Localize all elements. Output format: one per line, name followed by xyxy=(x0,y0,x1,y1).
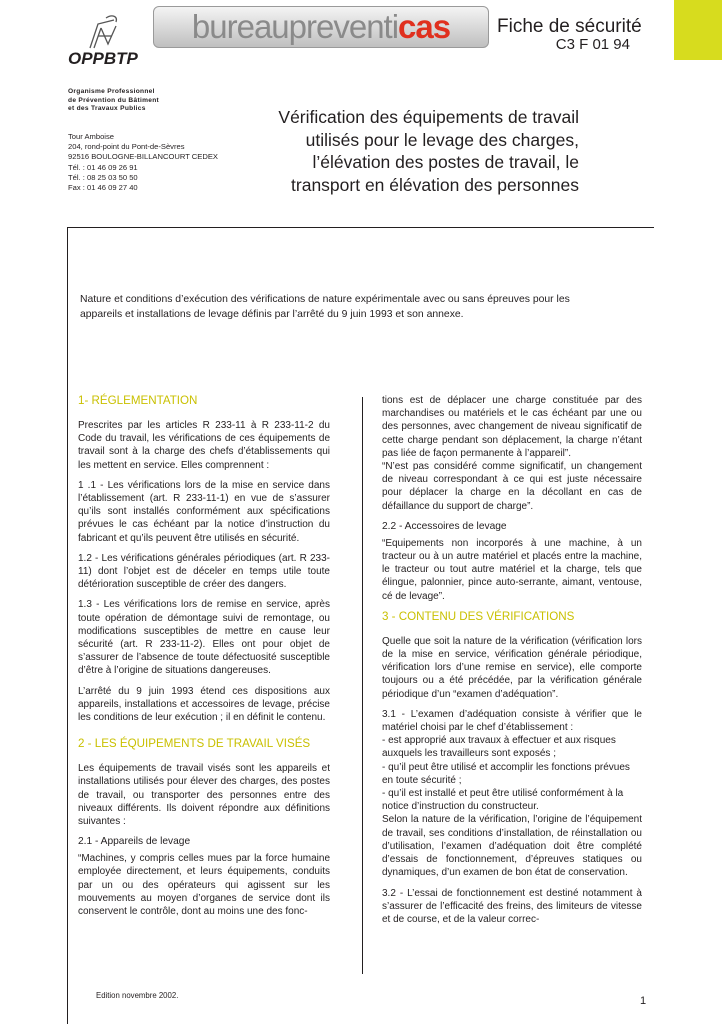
paragraph: “Machines, y compris celles mues par la force humaine employée directement, et leurs équipements, conduits par un ou des opérateurs qui agissent sur les mouvements au moyen d’organes de service dont ils conservent le contrôle, dont au moins une des fonc- xyxy=(78,853,330,918)
paragraph: 3.2 - L’essai de fonctionnement est destiné notamment à s’assurer de l’efficacité des freins, des limiteurs de vitesse et de course, et de la valeur correc- xyxy=(382,887,642,925)
left-column xyxy=(78,394,330,925)
address-line: Tour Amboise xyxy=(68,132,115,141)
column-divider xyxy=(362,397,363,974)
edition-date: Edition novembre 2002. xyxy=(96,991,179,1000)
frame-top-rule xyxy=(68,227,654,228)
organisation-name xyxy=(68,88,208,114)
paragraph: 3.1 - L’examen d’adéquation consiste à vérifier que le matériel choisi par le chef d’établissement : xyxy=(382,708,642,734)
title-line: l’élévation des postes de travail, le xyxy=(312,152,579,172)
oppbtp-logo xyxy=(68,14,176,80)
paragraph: 1.3 - Les vérifications lors de remise en service, après toute opération de démontage suivi de remontage, ou modifications susceptibles de mettre en cause leur sécurité (art. R 233-11-2). Elles ont pour objet de s’assurer de l’absence de toute défectuosité susceptible d’être à l’origine de situations dangereuses. xyxy=(78,599,330,677)
bureaupreventicas-banner xyxy=(153,6,489,48)
section-heading-contenu: 3 - CONTENU DES VÉRIFICATIONS xyxy=(382,609,575,623)
subsection-heading-appareils: 2.1 - Appareils de levage xyxy=(78,836,191,848)
paragraph: Les équipements de travail visés sont les appareils et installations utilisés pour élever des charges, des postes de travail, ou transporter des personnes entre des niveaux différents. Ils doivent répondre aux définitions suivantes : xyxy=(78,763,330,828)
section-heading-reglementation: 1- RÉGLEMENTATION xyxy=(78,394,198,407)
title-line: transport en élévation des personnes xyxy=(291,174,579,195)
fiche-title: Fiche de sécurité xyxy=(497,16,642,37)
logo-text: OPPBTP xyxy=(68,49,138,68)
title-line: utilisés pour le levage des charges, xyxy=(305,129,579,150)
paragraph: Selon la nature de la vérification, l’origine de l’équipement de travail, ses conditions d’installation, de réinstallation ou d’utilisation, l’examen d’adéquation doit être complété d’essais de fonctionnement, d’épreuves statiques ou dynamiques, d’un examen de bon état de conservation. xyxy=(382,814,642,879)
paragraph: tions est de déplacer une charge constituée par des marchandises ou matériels et le cas échéant par une ou des personnes, avec changement de niveau significatif de cette charge pendant son déplacement, la charge n’étant pas liée de façon permanente à l’appareil”. xyxy=(382,395,642,459)
paragraph: L’arrêté du 9 juin 1993 étend ces dispositions aux appareils, installations et accessoires de levage, précise les conditions de leur exécution ; il en définit le contenu. xyxy=(78,685,330,724)
banner-text-part1: bureaupreventi xyxy=(191,8,399,45)
address-line: Tél. : 01 46 09 26 91 xyxy=(68,162,138,172)
paragraph: “N’est pas considéré comme significatif, un changement de niveau correspondant à ce qui est juste nécessaire pour déplacer la charge en la décollant en cas de défaillance du support de charge”. xyxy=(382,461,642,512)
title-line: Vérification des équipements de travail xyxy=(278,107,579,127)
address-line: 204, rond-point du Pont-de-Sèvres xyxy=(68,142,185,152)
paragraph: 1 .1 - Les vérifications lors de la mise en service dans l’établissement (art. R 233-11-1) en vue de s’assurer qu’ils sont installés conformément aux spécifications prévues le cas échéant par la notice d’instruction du fabricant et qu’ils peuvent être utilisés en sécurité. xyxy=(78,479,330,544)
document-title xyxy=(252,106,579,196)
org-line: de Prévention du Bâtiment xyxy=(68,96,160,104)
subsection-heading-accessoires: 2.2 - Accessoires de levage xyxy=(382,520,507,532)
address-block xyxy=(68,132,228,193)
address-line: 92516 BOULOGNE-BILLANCOURT CEDEX xyxy=(68,152,218,162)
list-item: - qu’il peut être utilisé et accomplir les fonctions prévues en toute sécurité ; xyxy=(382,761,630,786)
section-heading-equipements: 2 - LES ÉQUIPEMENTS DE TRAVAIL VISÉS xyxy=(78,737,311,751)
paragraph: “Equipements non incorporés à une machine, à un tracteur ou à un autre matériel et placés entre la machine, le tracteur ou tout autre matériel et la charge, tels que élingue, palonnier, pince auto-serrante, aimant, ventouse, cé de levage”. xyxy=(382,537,642,602)
banner-text-part2: cas xyxy=(398,8,451,45)
address-line: Tél. : 08 25 03 50 50 xyxy=(68,172,138,182)
right-column xyxy=(382,394,642,933)
address-line: Fax : 01 46 09 27 40 xyxy=(68,183,138,193)
paragraph: 1.2 - Les vérifications générales périodiques (art. R 233-11) dont l’objet est de déceler en temps utile toute détérioration susceptible de créer des dangers. xyxy=(78,552,330,591)
paragraph: Prescrites par les articles R 233-11 à R 233-11-2 du Code du travail, les vérifications de ces équipements de travail sont à la charge des chefs d’établissements qui les mettent en service. Elles comprennent : xyxy=(78,420,330,471)
list-item: - est approprié aux travaux à effectuer et aux risques auxquels les travailleurs sont exposés ; xyxy=(382,735,616,760)
frame-left-rule xyxy=(67,227,68,1024)
intro-paragraph: Nature et conditions d’exécution des vérifications de nature expérimentale avec ou sans épreuves pour les appareils et installations de levage définis par l’arrêté du 9 juin 1993 et son annexe. xyxy=(80,294,570,320)
fiche-code: C3 F 01 94 xyxy=(555,36,630,53)
paragraph: Quelle que soit la nature de la vérification (vérification lors de la mise en service, vérification générale périodique, vérification lors d’une remise en service), elle comporte toujours ou a été précédée, par la vérification générale périodique d’un “examen d’adéquation”. xyxy=(382,635,642,700)
org-line: Organisme Professionnel xyxy=(68,88,155,95)
yellow-corner-tab xyxy=(674,0,722,60)
logo-emblem-icon xyxy=(90,16,116,48)
banner-text xyxy=(192,8,450,46)
page-number: 1 xyxy=(640,995,647,1007)
org-line: et des Travaux Publics xyxy=(68,105,146,112)
list-item: - qu’il est installé et peut être utilisé conformément à la notice d’instruction du constructeur. xyxy=(382,788,624,813)
